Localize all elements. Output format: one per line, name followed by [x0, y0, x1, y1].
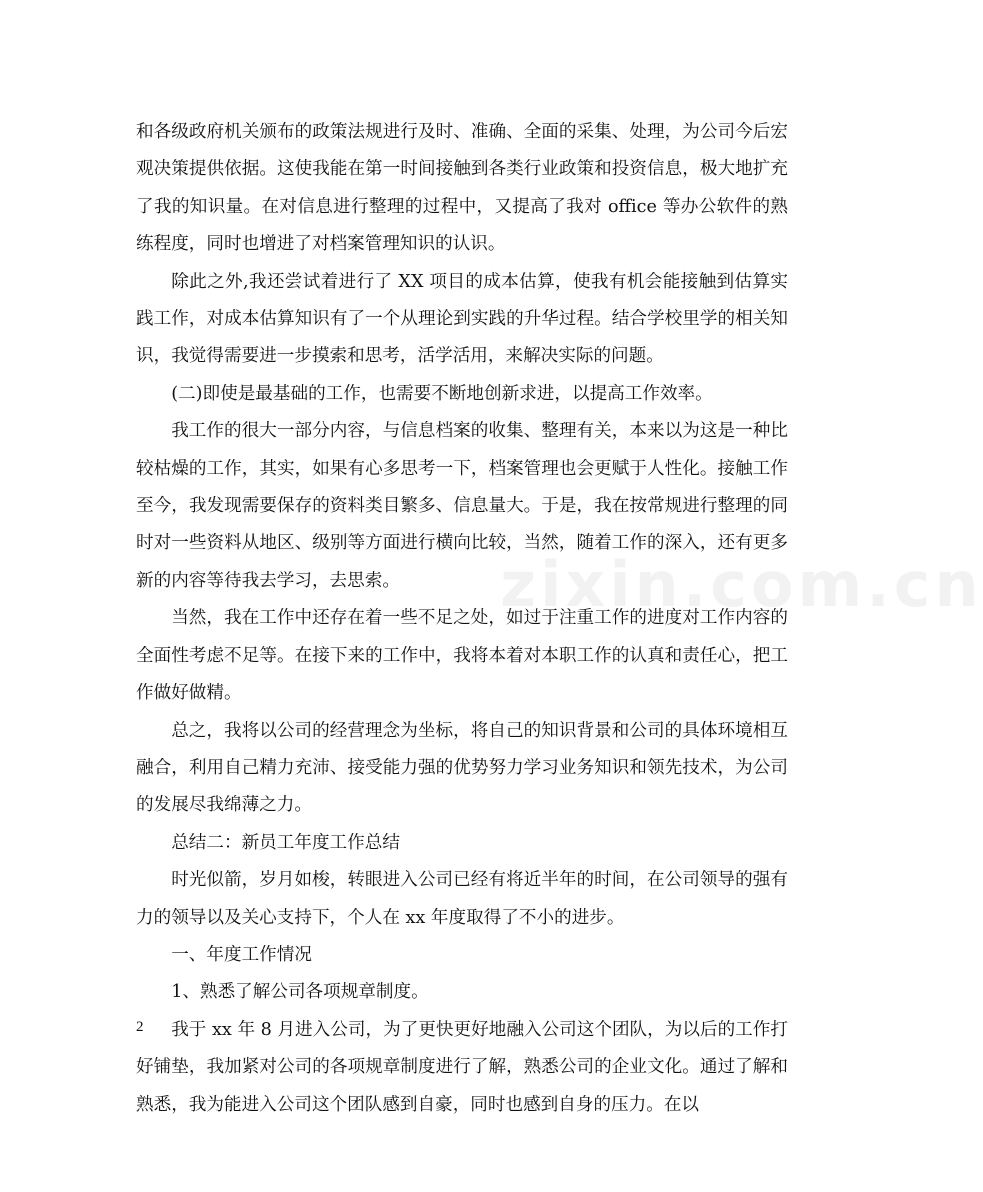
paragraph-1: 和各级政府机关颁布的政策法规进行及时、准确、全面的采集、处理，为公司今后宏观决策提供依据。这使我能在第一时间接触到各类行业政策和投资信息，极大地扩充了我的知识量。在对信息进行整理的过程中，又提高了我对 office 等办公软件的熟练程度，同时也增进了对档案管理知识的认识。 [136, 122, 788, 255]
page-number: 2 [136, 1019, 144, 1035]
section-heading-summary-two: 总结二：新员工年度工作总结 [171, 832, 400, 853]
paragraph-6: 总之，我将以公司的经营理念为坐标，将自己的知识背景和公司的具体环境相互融合，利用自己精力充沛、接受能力强的优势努力学习业务知识和领先技术，为公司的发展尽我绵薄之力。 [136, 720, 788, 816]
paragraph-4: 我工作的很大一部分内容，与信息档案的收集、整理有关，本来以为这是一种比较枯燥的工作，其实，如果有心多思考一下，档案管理也会更赋于人性化。接触工作至今，我发现需要保存的资料类目繁多、信息量大。于是，我在按常规进行整理的同时对一些资料从地区、级别等方面进行横向比较，当然，随着工作的深入，还有更多新的内容等待我去学习，去思索。 [136, 421, 788, 591]
subheading-rules: 1、熟悉了解公司各项规章制度。 [171, 982, 429, 1003]
section-heading-annual-work: 一、年度工作情况 [171, 944, 312, 965]
paragraph-8: 我于 xx 年 8 月进入公司，为了更快更好地融入公司这个团队，为以后的工作打好铺垫，我加紧对公司的各项规章制度进行了解，熟悉公司的企业文化。通过了解和熟悉，我为能进入公司这个团队感到自豪，同时也感到自身的压力。在以 [136, 1019, 788, 1115]
paragraph-7: 时光似箭，岁月如梭，转眼进入公司已经有将近半年的时间，在公司领导的强有力的领导以及关心支持下，个人在 xx 年度取得了不小的进步。 [136, 870, 788, 928]
paragraph-5: 当然，我在工作中还存在着一些不足之处，如过于注重工作的进度对工作内容的全面性考虑不足等。在接下来的工作中，我将本着对本职工作的认真和责任心，把工作做好做精。 [136, 608, 788, 704]
paragraph-3: (二)即使是最基础的工作，也需要不断地创新求进，以提高工作效率。 [171, 383, 713, 404]
watermark-text: zixin.com.cn [500, 548, 983, 621]
paragraph-2: 除此之外,我还尝试着进行了 XX 项目的成本估算，使我有机会能接触到估算实践工作，对成本估算知识有了一个从理论到实践的升华过程。结合学校里学的相关知识，我觉得需要进一步摸索和思考，活学活用，来解决实际的问题。 [136, 271, 788, 367]
